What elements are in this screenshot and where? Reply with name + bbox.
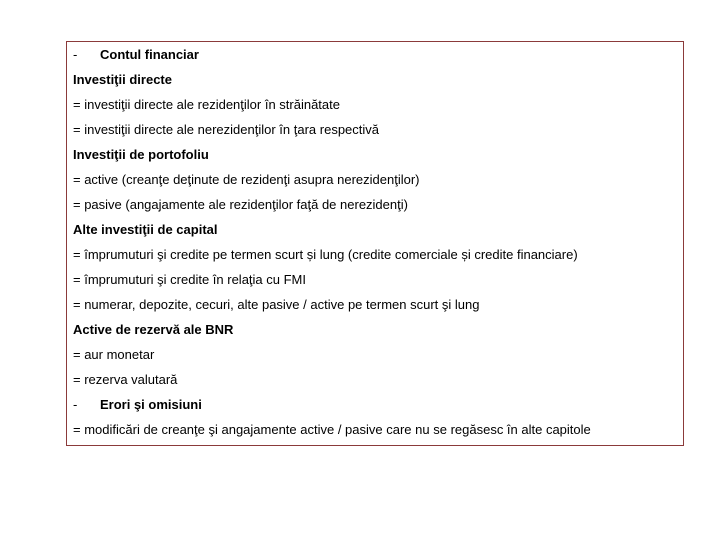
list-item: = aur monetar bbox=[73, 347, 155, 362]
content-box bbox=[66, 41, 684, 446]
dash-marker: - bbox=[73, 397, 78, 412]
heading-text: Contul financiar bbox=[100, 47, 199, 62]
list-item: = pasive (angajamente ale rezidenţilor faţă de nerezidenţi) bbox=[73, 197, 408, 212]
heading-portfolio-investments: Investiţii de portofoliu bbox=[73, 147, 209, 162]
section-heading-financial-account bbox=[73, 47, 199, 63]
heading-direct-investments: Investiţii directe bbox=[73, 72, 172, 87]
list-item: = împrumuturi şi credite în relaţia cu FMI bbox=[73, 272, 306, 287]
list-item: = active (creanţe deţinute de rezidenţi asupra nerezidenţilor) bbox=[73, 172, 420, 187]
dash-marker: - bbox=[73, 47, 78, 62]
list-item: = investiţii directe ale nerezidenţilor în ţara respectivă bbox=[73, 122, 380, 137]
list-item: = împrumuturi şi credite pe termen scurt și lung (credite comerciale și credite financiare) bbox=[73, 247, 578, 262]
heading-other-investments: Alte investiţii de capital bbox=[73, 222, 218, 237]
section-heading-errors-omissions bbox=[73, 397, 202, 413]
list-item: = investiţii directe ale rezidenţilor în străinătate bbox=[73, 97, 340, 112]
heading-text: Erori şi omisiuni bbox=[100, 397, 202, 412]
list-item: = modificări de creanţe şi angajamente active / pasive care nu se regăsesc în alte capitole bbox=[73, 422, 591, 437]
heading-reserve-assets: Active de rezervă ale BNR bbox=[73, 322, 234, 337]
list-item: = rezerva valutară bbox=[73, 372, 178, 387]
list-item: = numerar, depozite, cecuri, alte pasive / active pe termen scurt şi lung bbox=[73, 297, 480, 312]
